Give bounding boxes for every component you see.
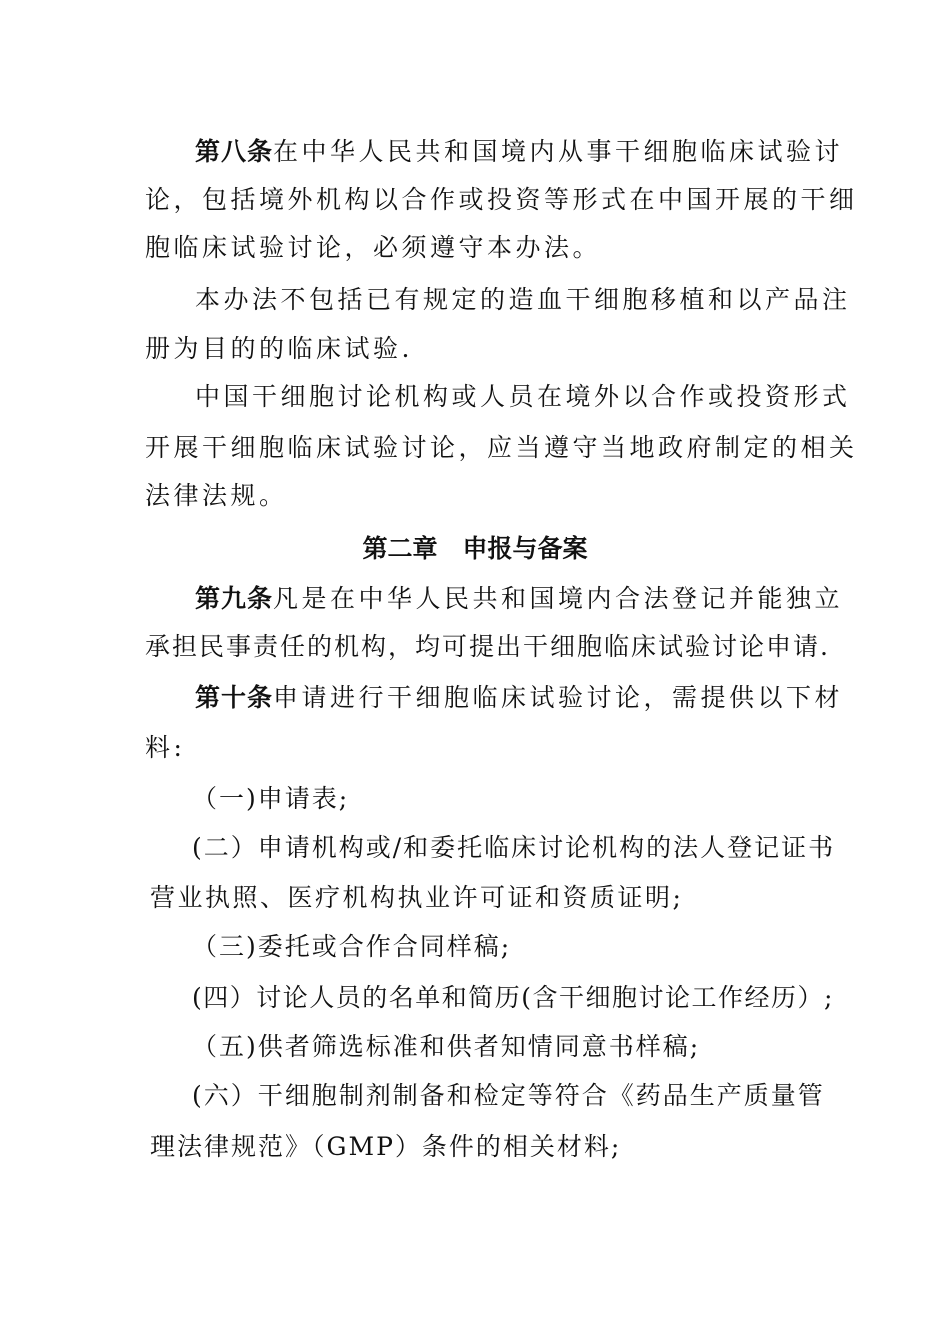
item-4: (四）讨论人员的名单和简历(含干细胞讨论工作经历）; bbox=[192, 983, 834, 1012]
article-8-label: 第八条 bbox=[195, 137, 274, 166]
item-6-line-2: 理法律规范》（GMP）条件的相关材料; bbox=[150, 1132, 622, 1161]
paragraph-2-line-2: 册为目的的临床试验. bbox=[145, 334, 413, 363]
article-10-line-1 bbox=[195, 683, 843, 713]
article-9-label: 第九条 bbox=[195, 584, 274, 613]
article-9-text: 凡是在中华人民共和国境内合法登记并能独立 bbox=[273, 584, 844, 613]
article-8-line-2: 论，包括境外机构以合作或投资等形式在中国开展的干细 bbox=[145, 185, 858, 214]
article-9-line-1 bbox=[195, 584, 843, 614]
item-2-line-2: 营业执照、医疗机构执业许可证和资质证明; bbox=[150, 883, 684, 912]
article-10-text: 申请进行干细胞临床试验讨论，需提供以下材 bbox=[273, 683, 844, 712]
chapter-heading: 第二章 申报与备案 bbox=[362, 534, 588, 563]
paragraph-3-line-3: 法律法规。 bbox=[145, 481, 288, 510]
article-10-label: 第十条 bbox=[195, 683, 274, 712]
item-5: （五)供者筛选标准和供者知情同意书样稿; bbox=[192, 1032, 701, 1061]
paragraph-3-line-1: 中国干细胞讨论机构或人员在境外以合作或投资形式 bbox=[195, 382, 851, 411]
item-6-line-1: (六）干细胞制剂制备和检定等符合《药品生产质量管 bbox=[192, 1081, 825, 1110]
item-3: （三)委托或合作合同样稿; bbox=[192, 932, 512, 961]
article-9-line-2: 承担民事责任的机构，均可提出干细胞临床试验讨论申请. bbox=[145, 632, 830, 661]
article-8-line-3: 胞临床试验讨论，必须遵守本办法。 bbox=[145, 233, 602, 262]
paragraph-3-line-2: 开展干细胞临床试验讨论，应当遵守当地政府制定的相关 bbox=[145, 433, 858, 462]
article-8-line-1 bbox=[195, 137, 843, 167]
item-2-line-1: (二）申请机构或/和委托临床讨论机构的法人登记证书 bbox=[192, 833, 836, 862]
article-8-text: 在中华人民共和国境内从事干细胞临床试验讨 bbox=[273, 137, 844, 166]
item-1: （一)申请表; bbox=[192, 784, 350, 813]
article-10-line-2: 料: bbox=[145, 733, 186, 762]
paragraph-2-line-1: 本办法不包括已有规定的造血干细胞移植和以产品注 bbox=[195, 285, 851, 314]
